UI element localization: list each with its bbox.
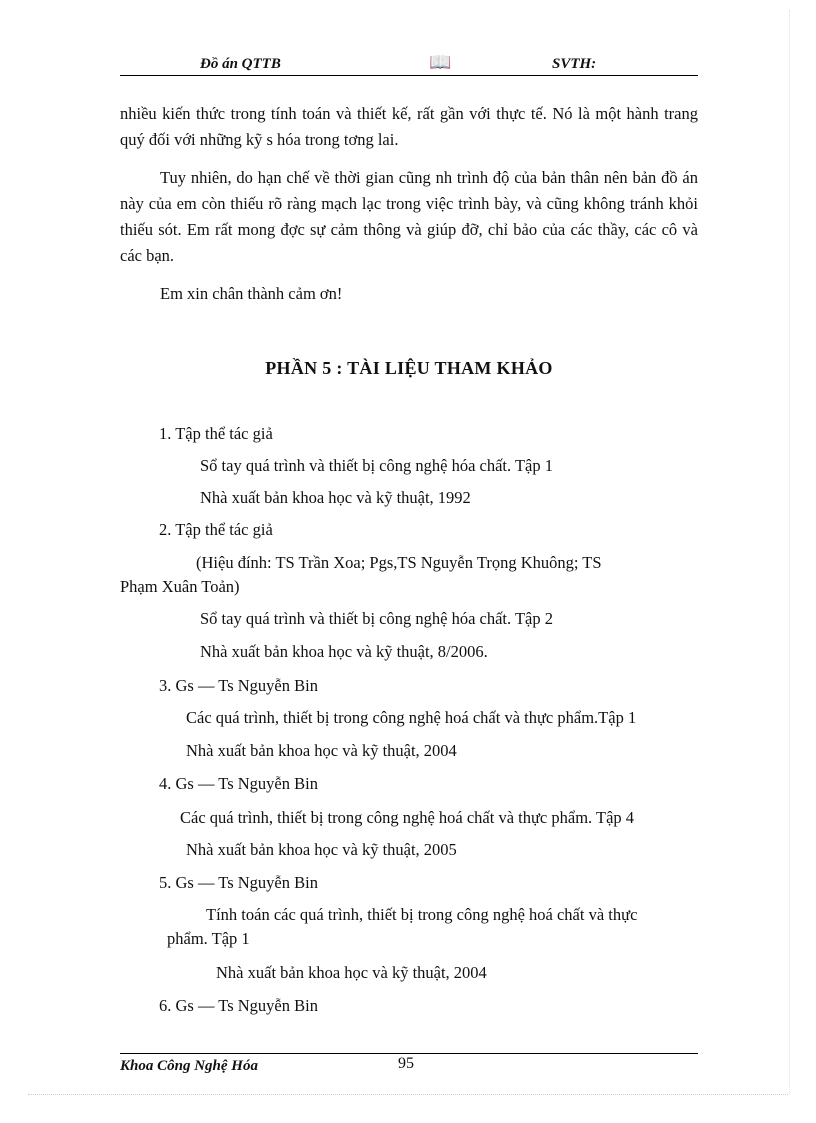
reference-line: Nhà xuất bản khoa học và kỹ thuật, 8/2006. (200, 642, 488, 661)
paragraph-3: Em xin chân thành cảm ơn! (160, 284, 343, 303)
footer-left-text: Khoa Công Nghệ Hóa (120, 1058, 258, 1074)
reference-line: Các quá trình, thiết bị trong công nghệ hoá chất và thực phẩm. Tập 4 (180, 808, 635, 827)
reference-line: Sổ tay quá trình và thiết bị công nghệ hóa chất. Tập 1 (200, 456, 553, 475)
page-border-bottom (28, 1094, 788, 1095)
reference-item: 3. Gs — Ts Nguyễn Bin (159, 676, 318, 695)
reference-line: phẩm. Tập 1 (167, 929, 250, 948)
reference-item: 4. Gs — Ts Nguyễn Bin (159, 774, 318, 793)
footer-rule (120, 1053, 698, 1054)
header-left-text: Đồ án QTTB (200, 56, 281, 72)
reference-item: 5. Gs — Ts Nguyễn Bin (159, 873, 318, 892)
reference-line: Tính toán các quá trình, thiết bị trong công nghệ hoá chất và thực (206, 905, 638, 924)
section-title: PHẦN 5 : TÀI LIỆU THAM KHẢO (265, 358, 553, 378)
page-number: 95 (398, 1055, 414, 1072)
header-rule (120, 75, 698, 76)
book-icon: 📖 (429, 52, 452, 72)
reference-line: Nhà xuất bản khoa học và kỹ thuật, 1992 (200, 488, 471, 507)
reference-line: Phạm Xuân Toản) (120, 577, 240, 596)
reference-line: (Hiệu đính: TS Trần Xoa; Pgs,TS Nguyễn Trọng Khuông; TS (196, 553, 602, 572)
reference-line: Nhà xuất bản khoa học và kỹ thuật, 2004 (216, 963, 487, 982)
reference-item: 2. Tập thể tác giả (159, 520, 273, 539)
paragraph-2: Tuy nhiên, do hạn chế về thời gian cũng nh trình độ của bản thân nên bản đồ án này của em còn thiếu rõ ràng mạch lạc trong việc trình bày, và cũng không tránh khỏi thiếu sót. Em rất mong đợc sự cảm thông và giúp đỡ, chỉ bảo của các thầy, các cô và các bạn. (120, 168, 698, 265)
reference-line: Nhà xuất bản khoa học và kỹ thuật, 2005 (186, 840, 457, 859)
reference-item: 1. Tập thể tác giả (159, 424, 273, 443)
reference-line: Nhà xuất bản khoa học và kỹ thuật, 2004 (186, 741, 457, 760)
paragraph-1: nhiều kiến thức trong tính toán và thiết kế, rất gần với thực tế. Nó là một hành trang quý đối với những kỹ s hóa trong tơng lai. (120, 104, 698, 149)
reference-item: 6. Gs — Ts Nguyễn Bin (159, 996, 318, 1015)
reference-line: Sổ tay quá trình và thiết bị công nghệ hóa chất. Tập 2 (200, 609, 553, 628)
header-right-text: SVTH: (552, 56, 597, 72)
page-border-right (789, 10, 790, 1094)
reference-line: Các quá trình, thiết bị trong công nghệ hoá chất và thực phẩm.Tập 1 (186, 708, 637, 727)
